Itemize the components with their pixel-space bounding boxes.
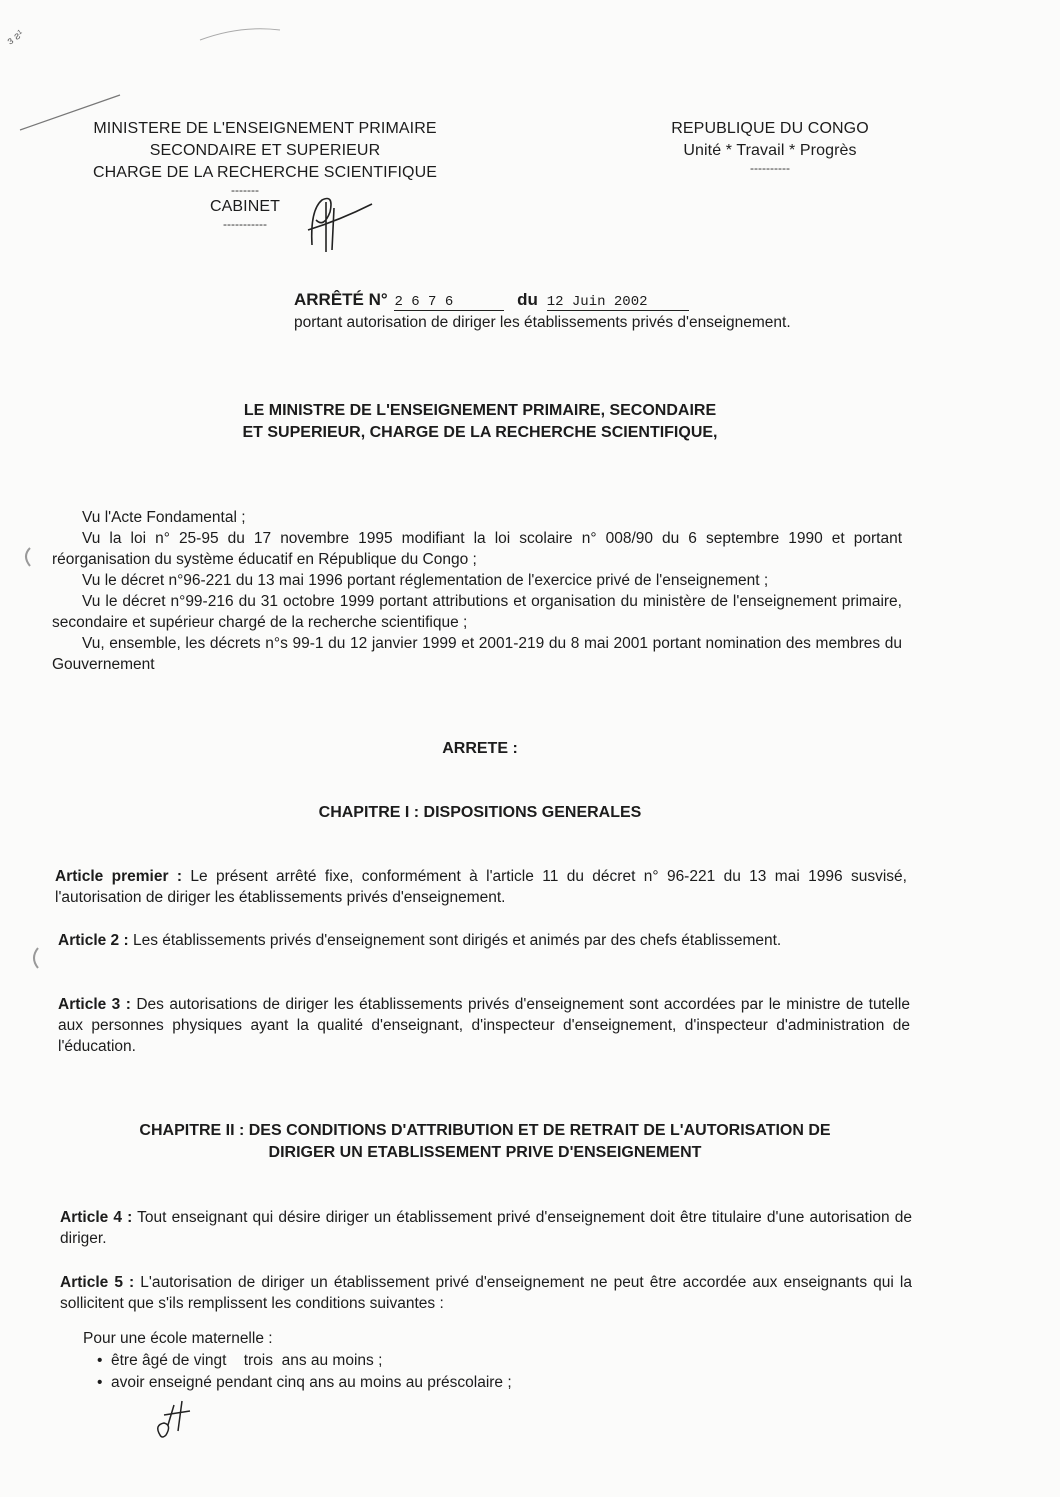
initials-mark (150, 1395, 200, 1445)
ministry-line-2: SECONDAIRE ET SUPERIEUR (149, 142, 381, 159)
dash-separator: ---------- (750, 161, 790, 175)
visa-item: Vu le décret n°99-216 du 31 octobre 1999 portant attributions et organisation du ministère de l'enseignement primaire, secondaire et supérieur chargé de la recherche scientifique ; (52, 593, 902, 631)
chapter-2-line-2: DIRIGER UN ETABLISSEMENT PRIVE D'ENSEIGNEMENT (268, 1144, 702, 1161)
article-5 (60, 1272, 912, 1314)
ministry-sub (15, 184, 475, 230)
minister-line-1: LE MINISTRE DE L'ENSEIGNEMENT PRIMAIRE, SECONDAIRE (243, 402, 717, 419)
initial-signature (300, 190, 380, 255)
condition-text: être âgé de vingt trois ans au moins ; (111, 1352, 383, 1369)
article-label: Article 4 : (60, 1209, 133, 1226)
article-text: L'autorisation de diriger un établissement privé d'enseignement ne peut être accordée aux enseignants qui la sollicitent que s'ils remplissent les conditions suivantes : (60, 1274, 912, 1312)
condition-text: avoir enseigné pendant cinq ans au moins au préscolaire ; (111, 1374, 512, 1391)
arrete-title (294, 290, 689, 311)
article-text: Les établissements privés d'enseignement sont dirigés et animés par des chefs établissement. (128, 932, 782, 949)
arrete-date: 12 Juin 2002 (547, 294, 689, 311)
ministry-header (55, 118, 475, 230)
republic-header (640, 118, 900, 174)
article-label: Article 3 : (58, 996, 131, 1013)
condition-item (83, 1350, 783, 1372)
article-text: Le présent arrêté fixe, conformément à l'article 11 du décret n° 96-221 du 13 mai 1996 susvisé, l'autorisation de diriger les établissements privés d'enseignement. (55, 868, 907, 906)
article-2 (58, 930, 907, 951)
visas-block (52, 507, 902, 675)
article-label: Article 5 : (60, 1274, 135, 1291)
arrete-du: du (517, 290, 538, 309)
article-label: Article 2 : (58, 932, 129, 949)
svg-text:ɜ ƨ¹: ɜ ƨ¹ (4, 27, 26, 48)
cabinet-label: CABINET (209, 198, 281, 215)
maternelle-intro: Pour une école maternelle : (83, 1330, 273, 1347)
arrete-number: 2 6 7 6 (394, 294, 504, 311)
visa-item: Vu la loi n° 25-95 du 17 novembre 1995 modifiant la loi scolaire n° 008/90 du 6 septembre 1990 et portant réorganisation du système éducatif en République du Congo ; (52, 530, 902, 568)
national-motto: Unité * Travail * Progrès (683, 142, 857, 159)
visa-item: Vu, ensemble, les décrets n°s 99-1 du 12 janvier 1999 et 2001-219 du 8 mai 2001 portant nomination des membres du Gouvernement (52, 635, 902, 673)
article-premier (55, 866, 907, 908)
dash-separator: ------- (231, 183, 259, 197)
arrete-heading: ARRETE : (442, 740, 518, 757)
ministry-line-3: CHARGE DE LA RECHERCHE SCIENTIFIQUE (93, 164, 437, 181)
minister-heading (170, 400, 790, 444)
condition-item (83, 1372, 783, 1394)
bullet-icon: • (97, 1352, 103, 1369)
visa-item: Vu le décret n°96-221 du 13 mai 1996 portant réglementation de l'exercice privé de l'enseignement ; (82, 572, 769, 589)
arrete-label: ARRÊTÉ N° (294, 290, 388, 309)
chapter-2-heading (60, 1120, 910, 1164)
article-3 (58, 994, 910, 1057)
maternelle-conditions (83, 1328, 783, 1394)
ministry-line-1: MINISTERE DE L'ENSEIGNEMENT PRIMAIRE (93, 120, 437, 137)
country-name: REPUBLIQUE DU CONGO (671, 120, 869, 137)
article-4 (60, 1207, 912, 1249)
article-label: Article premier : (55, 868, 182, 885)
visa-item: Vu l'Acte Fondamental ; (82, 509, 246, 526)
article-text: Des autorisations de diriger les établissements privés d'enseignement sont accordées par le ministre de tutelle aux personnes physiques ayant la qualité d'enseignant, d'inspecteur d'enseignement, d'inspecteur d'administration de l'éducation. (58, 996, 910, 1055)
dash-separator: ----------- (223, 217, 267, 231)
bullet-icon: • (97, 1374, 103, 1391)
chapter-1-heading: CHAPITRE I : DISPOSITIONS GENERALES (318, 804, 642, 821)
article-text: Tout enseignant qui désire diriger un établissement privé d'enseignement doit être titulaire d'une autorisation de diriger. (60, 1209, 912, 1247)
chapter-2-line-1: CHAPITRE II : DES CONDITIONS D'ATTRIBUTION ET DE RETRAIT DE L'AUTORISATION DE (139, 1122, 831, 1139)
minister-line-2: ET SUPERIEUR, CHARGE DE LA RECHERCHE SCIENTIFIQUE, (242, 424, 718, 441)
arrete-subtitle: portant autorisation de diriger les établissements privés d'enseignement. (294, 314, 791, 331)
